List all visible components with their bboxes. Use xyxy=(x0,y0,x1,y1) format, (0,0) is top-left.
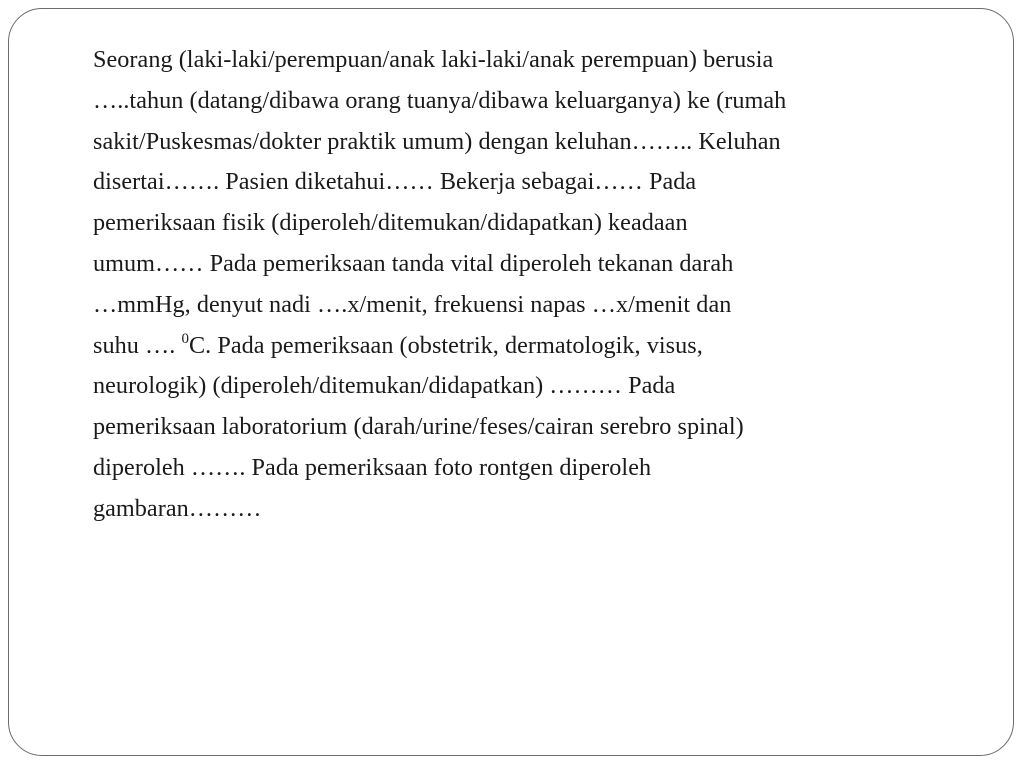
text-line: gambaran……… xyxy=(93,494,262,522)
text-line: …..tahun (datang/dibawa orang tuanya/dibawa keluarganya) ke (rumah xyxy=(93,86,787,114)
degree-superscript: 0 xyxy=(181,330,189,347)
text-line: sakit/Puskesmas/dokter praktik umum) dengan keluhan…….. Keluhan xyxy=(93,127,781,155)
text-line: diperoleh ……. Pada pemeriksaan foto rontgen diperoleh xyxy=(93,453,652,481)
text-line: umum…… Pada pemeriksaan tanda vital diperoleh tekanan darah xyxy=(93,249,734,277)
text-line: pemeriksaan laboratorium (darah/urine/feses/cairan serebro spinal) xyxy=(93,413,744,441)
text-line: …mmHg, denyut nadi ….x/menit, frekuensi napas …x/menit dan xyxy=(93,290,732,318)
text-line: pemeriksaan fisik (diperoleh/ditemukan/didapatkan) keadaan xyxy=(93,209,688,237)
text-line: neurologik) (diperoleh/ditemukan/didapatkan) ……… Pada xyxy=(93,372,676,400)
slide-body-text xyxy=(93,40,993,530)
text-line: disertai……. Pasien diketahui…… Bekerja sebagai…… Pada xyxy=(93,168,697,196)
text-line: Seorang (laki-laki/perempuan/anak laki-laki/anak perempuan) berusia xyxy=(93,46,774,73)
text-line xyxy=(93,326,993,367)
text-segment: suhu …. xyxy=(93,331,182,359)
text-segment: C. Pada pemeriksaan (obstetrik, dermatologik, visus, xyxy=(189,331,703,359)
